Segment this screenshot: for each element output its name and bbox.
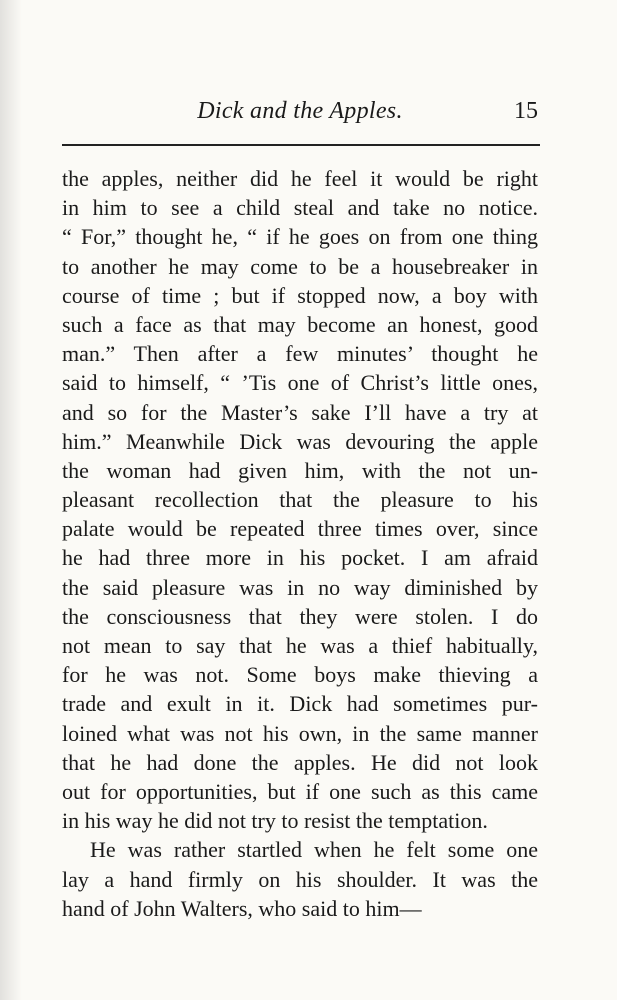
text-line: such a face as that may become an honest, good <box>62 311 538 337</box>
text-line: “ For,” thought he, “ if he goes on from one thing <box>62 224 538 250</box>
text-line: lay a hand firmly on his shoulder. It was the <box>62 866 538 892</box>
text-line: said to himself, “ ’Tis one of Christ’s little ones, <box>62 370 538 396</box>
text-line: pleasant recollection that the pleasure to his <box>62 487 538 513</box>
text-line: to another he may come to be a housebreaker in <box>62 253 538 279</box>
text-line: man.” Then after a few minutes’ thought he <box>62 341 538 367</box>
page-header <box>60 98 540 130</box>
text-line: out for opportunities, but if one such as this came <box>62 778 538 804</box>
running-title: Dick and the Apples. <box>197 98 403 124</box>
text-line: hand of John Walters, who said to him— <box>62 895 422 921</box>
page-gutter-shadow <box>0 0 22 1000</box>
text-line: in him to see a child steal and take no notice. <box>62 195 538 221</box>
text-line: and so for the Master’s sake I’ll have a try at <box>62 399 538 425</box>
text-line: in his way he did not try to resist the temptation. <box>62 808 488 834</box>
text-line: that he had done the apples. He did not look <box>62 749 538 775</box>
page-number: 15 <box>514 98 538 124</box>
text-line: loined what was not his own, in the same manner <box>62 720 538 746</box>
text-line: him.” Meanwhile Dick was devouring the apple <box>62 428 538 454</box>
text-line: He was rather startled when he felt some one <box>90 837 538 863</box>
header-rule <box>62 144 540 146</box>
text-line: he had three more in his pocket. I am afraid <box>62 545 538 571</box>
text-line: the consciousness that they were stolen. I do <box>62 603 538 629</box>
text-line: course of time ; but if stopped now, a boy with <box>62 282 538 308</box>
body-text <box>62 164 538 923</box>
text-line: for he was not. Some boys make thieving a <box>62 662 538 688</box>
text-line: palate would be repeated three times over, since <box>62 516 538 542</box>
text-line: the apples, neither did he feel it would be right <box>62 166 538 191</box>
text-line: not mean to say that he was a thief habitually, <box>62 633 538 658</box>
text-line: the said pleasure was in no way diminished by <box>62 574 538 600</box>
text-line: trade and exult in it. Dick had sometimes pur- <box>62 691 538 717</box>
text-line: the woman had given him, with the not un- <box>62 457 538 483</box>
